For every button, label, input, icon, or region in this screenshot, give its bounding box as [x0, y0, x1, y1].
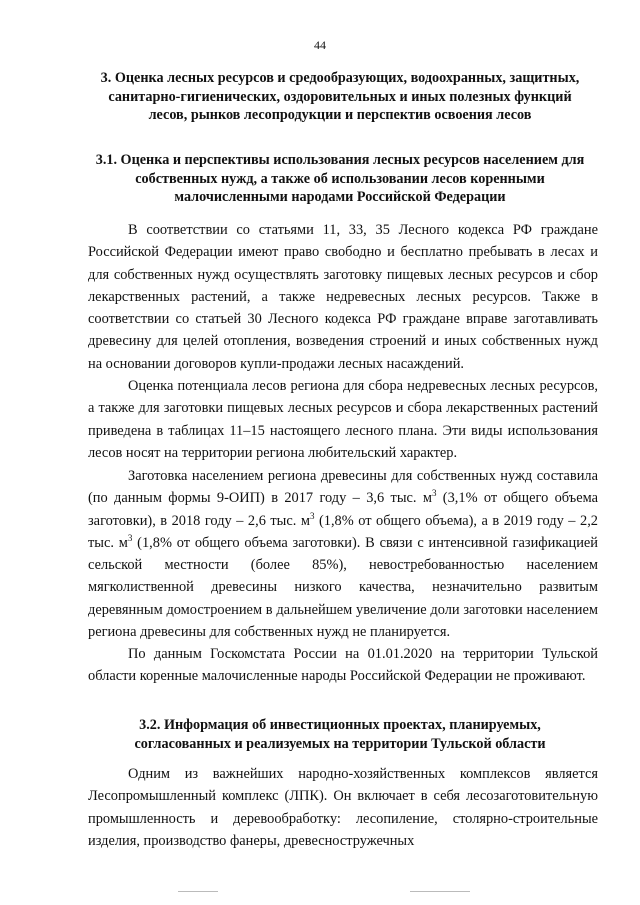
section-3-2-heading: 3.2. Информация об инвестиционных проектах, планируемых, согласованных и реализуемых на территории Тульской области [134, 717, 546, 752]
cubic-superscript-2: 3 [309, 510, 315, 521]
paragraph-wood-harvesting [88, 465, 598, 643]
page-number: 44 [314, 38, 326, 52]
section-3-heading: 3. Оценка лесных ресурсов и средообразующих, водоохранных, защитных, санитарно-гигиенических, оздоровительных и иных полезных функций лесов, рынков лесопродукции и перспектив освоения лесов [100, 70, 580, 124]
cubic-superscript-3: 3 [127, 533, 133, 544]
harvest-text-1: Заготовка населением региона древесины для собственных нужд составила (по данным формы 9-ОИП) в 2017 году – 3,6 тыс. м [88, 468, 598, 507]
cubic-superscript-1: 3 [431, 488, 437, 499]
paragraph-indigenous-peoples: По данным Госкомстата России на 01.01.2020 на территории Тульской области коренные малочисленные народы Российской Федерации не проживают. [88, 646, 598, 685]
paragraph-forest-code: В соответствии со статьями 11, 33, 35 Лесного кодекса РФ граждане Российской Федерации имеют право свободно и бесплатно пребывать в лесах и для собственных нужд осуществлять заготовку пищевых лесных ресурсов и сбор лекарственных растений, а также недревесных лесных ресурсов. Также в соответствии со статьей 30 Лесного кодекса РФ граждане вправе заготавливать древесину для целей отопления, возведения строений и иных собственных нужд на основании договоров купли-продажи лесных насаждений. [88, 222, 598, 372]
paragraph-potential-assessment: Оценка потенциала лесов региона для сбора недревесных лесных ресурсов, а также для заготовки пищевых лесных ресурсов и сбора лекарственных растений приведена в таблицах 11–15 настоящего лесного плана. Эти виды использования лесов носят на территории региона любительский характер. [88, 378, 598, 461]
scan-artifact-line [178, 891, 218, 892]
harvest-text-3: (1,8% от общего объема), а в 2019 году – 2,2 тыс. м [88, 512, 598, 551]
harvest-text-2: (3,1% от общего объема заготовки), в 2018 году – 2,6 тыс. м [88, 490, 598, 529]
section-3-1-heading: 3.1. Оценка и перспективы использования лесных ресурсов населением для собственных нужд, а также об использовании лесов коренными малочисленными народами Российской Федерации [95, 152, 585, 206]
harvest-text-4: (1,8% от общего объема заготовки). В связи с интенсивной газификацией сельской местности (более 85%), невостребованностью населением мягколиственной древесины низкого качества, незначительно развитым деревянным домостроением в дальнейшем увеличение доли заготовки населением региона древесины для собственных нужд не планируется. [88, 534, 598, 641]
paragraph-timber-industry: Одним из важнейших народно-хозяйственных комплексов является Лесопромышленный комплекс (ЛПК). Он включает в себя лесозаготовительную промышленность и деревообработку: лесопиление, столярно-строительные изделия, производство фанеры, древесностружечных [88, 766, 598, 849]
scan-artifact-line [410, 891, 470, 892]
